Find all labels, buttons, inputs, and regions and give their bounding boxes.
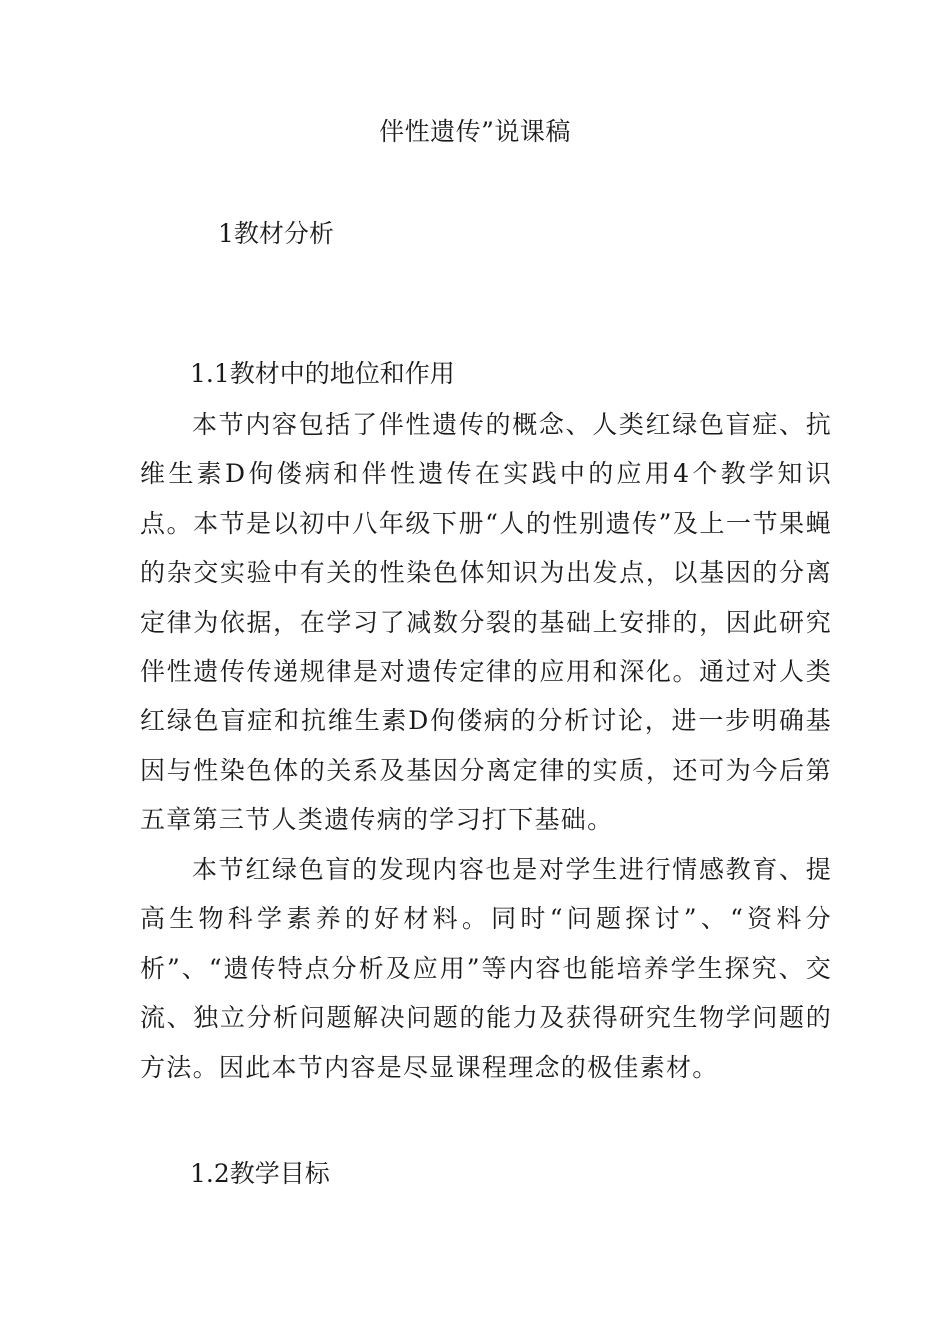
document-title: 伴性遗传”说课稿 [379, 117, 571, 146]
section-heading-1-1: 1.1教材中的地位和作用 [190, 359, 455, 388]
section-heading-1: 1教材分析 [218, 219, 334, 248]
body-paragraph: 本节内容包括了伴性遗传的概念、人类红绿色盲症、抗维生素D佝偻病和伴性遗传在实践中的应用4个教学知识点。本节是以初中八年级下册“人的性别遗传”及上一节果蝇的杂交实验中有关的性染色体知识为出发点，以基因的分离定律为依据，在学习了减数分裂的基础上安排的，因此研究伴性遗传传递规律是对遗传定律的应用和深化。通过对人类红绿色盲症和抗维生素D佝偻病的分析讨论，进一步明确基因与性染色体的关系及基因分离定律的实质，还可为今后第五章第三节人类遗传病的学习打下基础。 [140, 410, 832, 835]
section-heading-1-2: 1.2教学目标 [190, 1159, 330, 1188]
body-paragraph: 本节红绿色盲的发现内容也是对学生进行情感教育、提高生物科学素养的好材料。同时“问题探讨”、“资料分析”、“遗传特点分析及应用”等内容也能培养学生探究、交流、独立分析问题解决问题的能力及获得研究生物学问题的方法。因此本节内容是尽显课程理念的极佳素材。 [140, 855, 832, 1082]
